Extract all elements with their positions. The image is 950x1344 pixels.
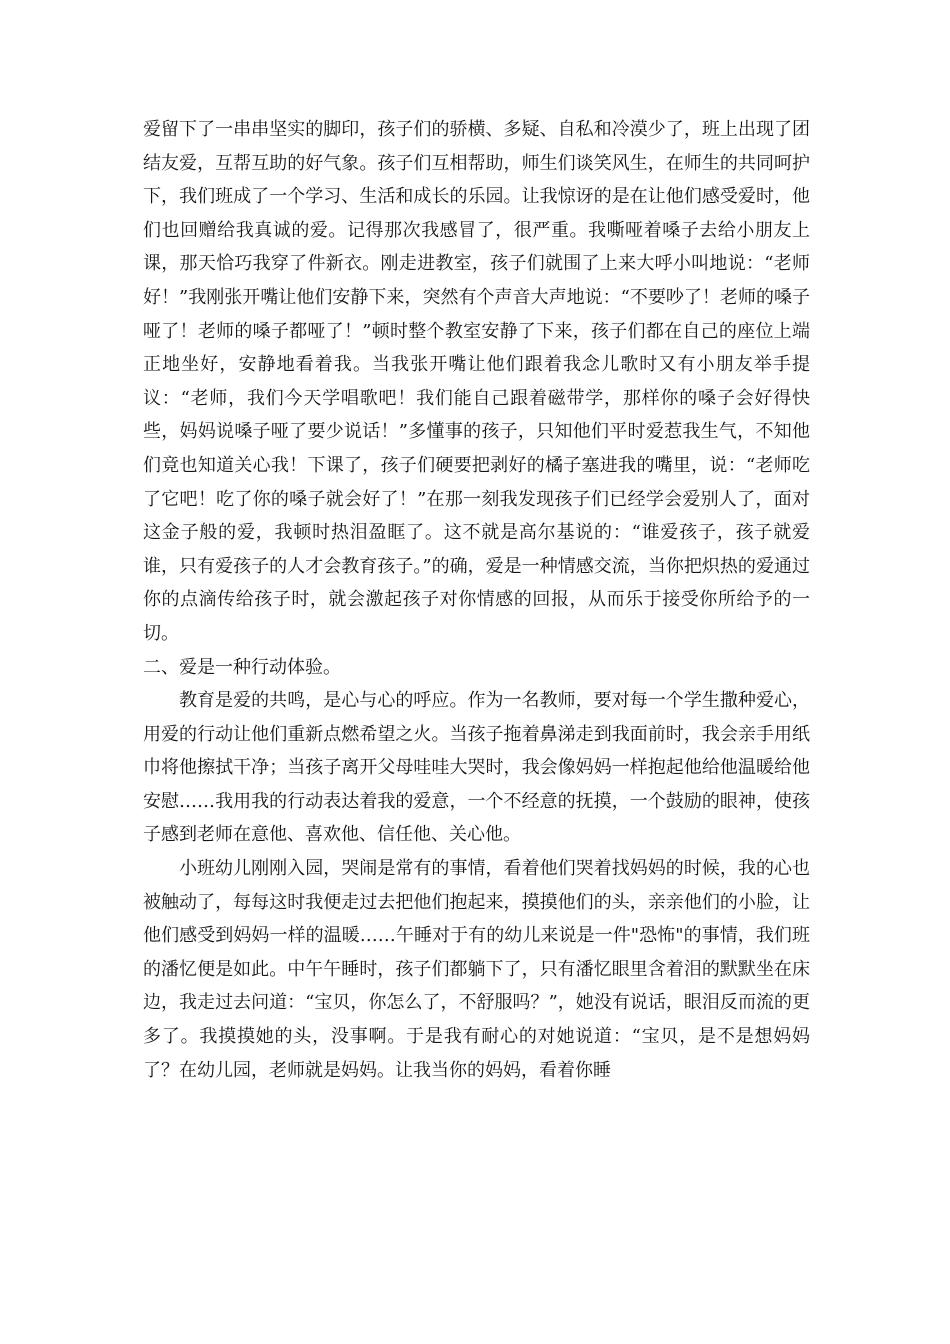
document-body [143,113,810,1087]
section-heading-love-is-action: 二、爱是一种行动体验。 [143,656,341,678]
paragraph-continued-love-footprints: 爱留下了一串串坚实的脚印，孩子们的骄横、多疑、自私和冷漠少了，班上出现了团结友爱，互帮互助的好气象。孩子们互相帮助，师生们谈笑风生，在师生的共同呵护下，我们班成了一个学习、生活和成长的乐园。让我惊讶的是在让他们感受爱时，他们也回赠给我真诚的爱。记得那次我感冒了，很严重。我嘶哑着嗓子去给小朋友上课，那天恰巧我穿了件新衣。刚走进教室，孩子们就围了上来大呼小叫地说：“老师好！”我刚张开嘴让他们安静下来，突然有个声音大声地说：“不要吵了！老师的嗓子哑了！老师的嗓子都哑了！”顿时整个教室安静了下来，孩子们都在自己的座位上端正地坐好，安静地看着我。当我张开嘴让他们跟着我念儿歌时又有小朋友举手提议：“老师，我们今天学唱歌吧！我们能自己跟着磁带学，那样你的嗓子会好得快些，妈妈说嗓子哑了要少说话！”多懂事的孩子，只知他们平时爱惹我生气，不知他们竟也知道关心我！下课了，孩子们硬要把剥好的橘子塞进我的嘴里，说：“老师吃了它吧！吃了你的嗓子就会好了！”在那一刻我发现孩子们已经学会爱别人了，面对这金子般的爱，我顿时热泪盈眶了。这不就是高尔基说的：“谁爱孩子，孩子就爱谁，只有爱孩子的人才会教育孩子。”的确，爱是一种情感交流，当你把炽热的爱通过你的点滴传给孩子时，就会激起孩子对你情感的回报，从而乐于接受你所给予的一切。 [143,119,810,644]
paragraph-education-resonance: 教育是爱的共鸣，是心与心的呼应。作为一名教师，要对每一个学生撒种爱心，用爱的行动让他们重新点燃希望之火。当孩子拖着鼻涕走到我面前时，我会亲手用纸巾将他擦拭干净；当孩子离开父母哇哇大哭时，我会像妈妈一样抱起他给他温暖给他安慰……我用我的行动表达着我的爱意，一个不经意的抚摸，一个鼓励的眼神，使孩子感到老师在意他、喜欢他、信任他、关心他。 [143,690,810,846]
paragraph-small-class-children: 小班幼儿刚刚入园，哭闹是常有的事情，看着他们哭着找妈妈的时候，我的心也被触动了，每每这时我便走过去把他们抱起来，摸摸他们的头，亲亲他们的小脸，让他们感受到妈妈一样的温暖……午睡对于有的幼儿来说是一件"恐怖"的事情，我们班的潘忆便是如此。中午午睡时，孩子们都躺下了，只有潘忆眼里含着泪的默默坐在床边，我走过去问道：“宝贝，你怎么了，不舒服吗？”，她没有说话，眼泪反而流的更多了。我摸摸她的头，没事啊。于是我有耐心的对她说道：“宝贝，是不是想妈妈了？在幼儿园，老师就是妈妈。让我当你的妈妈，看着你睡 [143,858,810,1081]
